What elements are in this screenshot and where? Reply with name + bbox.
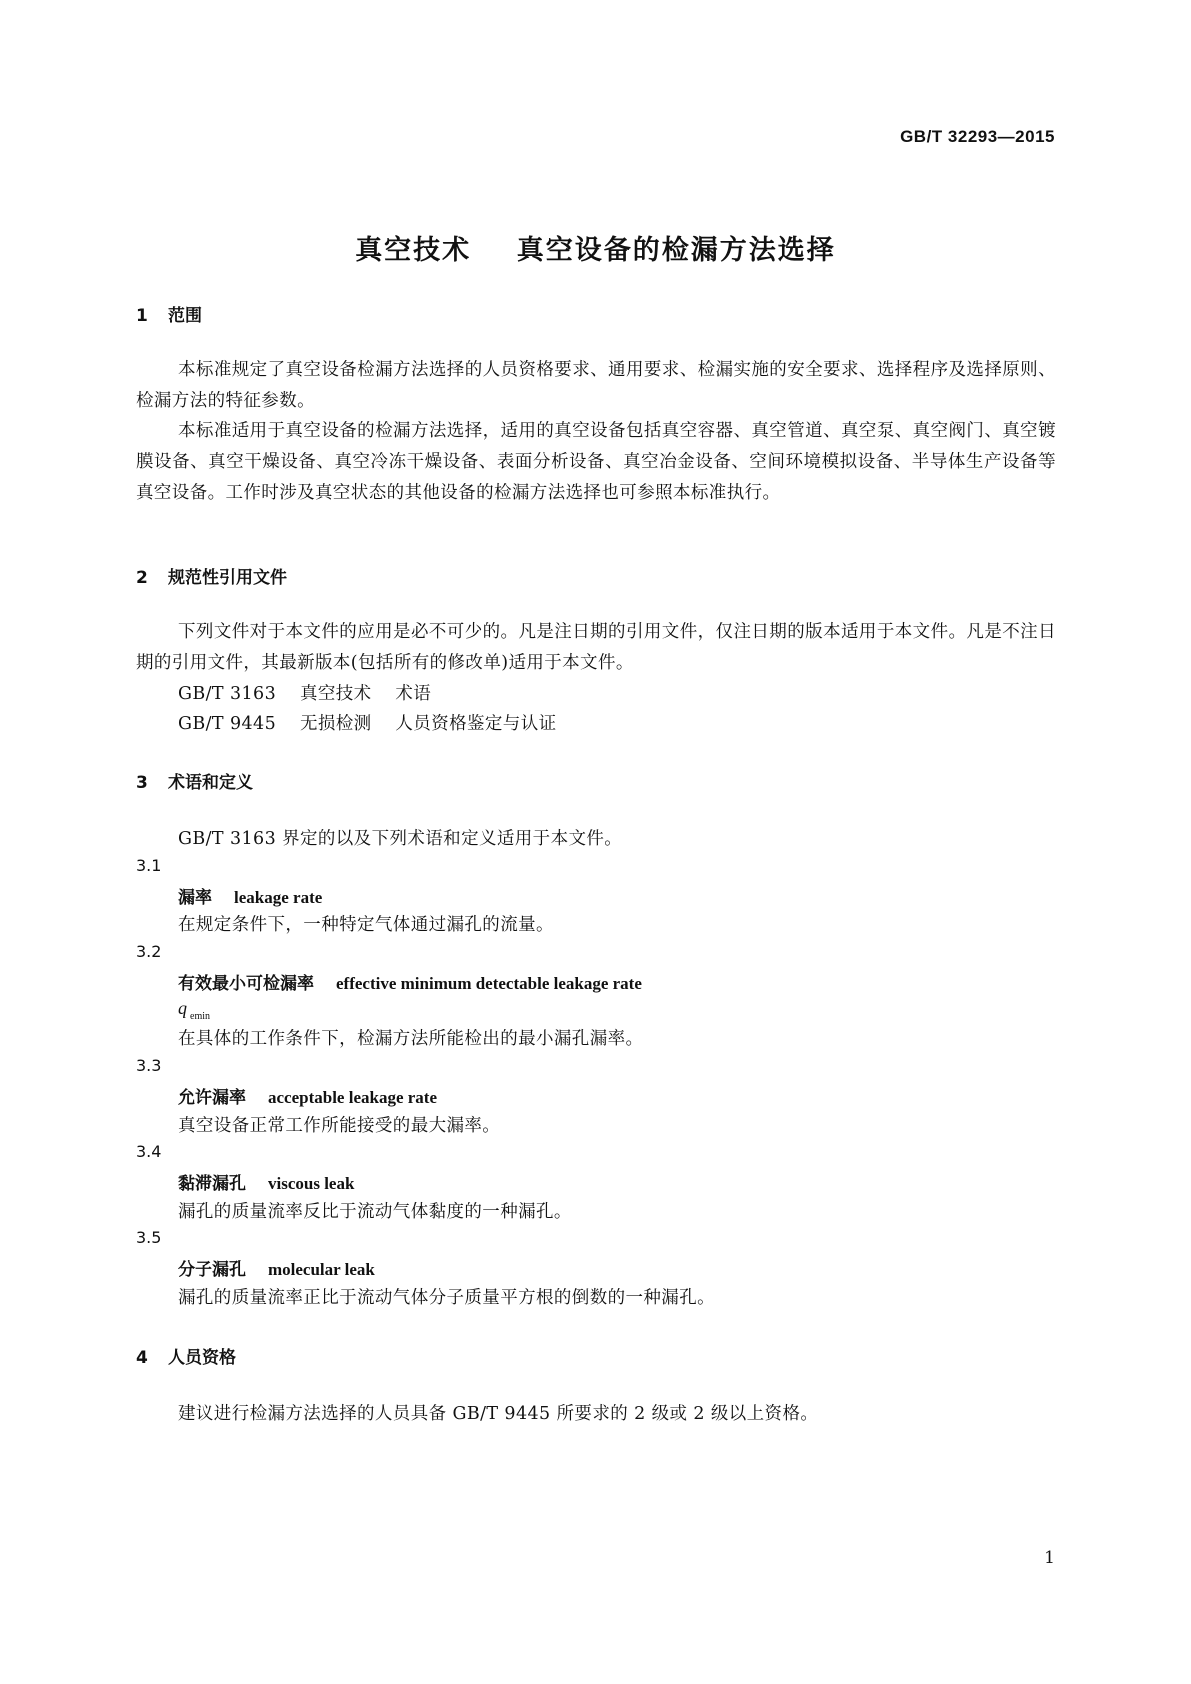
term-en: molecular leak xyxy=(268,1260,375,1279)
section-1-paragraph: 本标准适用于真空设备的检漏方法选择，适用的真空设备包括真空容器、真空管道、真空泵、真空阀门、真空镀膜设备、真空干燥设备、真空冷冻干燥设备、表面分析设备、真空冶金设备、空间环境模拟设备、半导体生产设备等真空设备。工作时涉及真空状态的其他设备的检漏方法选择也可参照本标准执行。 xyxy=(136,421,1056,503)
section-2-heading xyxy=(136,563,287,588)
term-definition: 漏孔的质量流率反比于流动气体黏度的一种漏孔。 xyxy=(178,1202,572,1222)
section-3-intro: GB/T 3163 界定的以及下列术语和定义适用于本文件。 xyxy=(178,829,623,849)
clause-number: 3.2 xyxy=(136,942,162,961)
section-title: 术语和定义 xyxy=(168,773,253,793)
clause-number: 3.1 xyxy=(136,856,162,875)
term-heading xyxy=(178,1255,375,1280)
term-heading xyxy=(178,1083,437,1108)
document-title: 真空技术 真空设备的检漏方法选择 xyxy=(355,235,836,266)
clause-number: 3.4 xyxy=(136,1142,162,1161)
section-title: 人员资格 xyxy=(168,1348,236,1368)
term-definition: 漏孔的质量流率正比于流动气体分子质量平方根的倒数的一种漏孔。 xyxy=(178,1288,715,1308)
term-heading xyxy=(178,1169,354,1194)
term-en: effective minimum detectable leakage rate xyxy=(336,974,642,993)
clause-number: 3.3 xyxy=(136,1056,162,1075)
clause-number: 3.5 xyxy=(136,1228,162,1247)
section-4-paragraph: 建议进行检漏方法选择的人员具备 GB/T 9445 所要求的 2 级或 2 级以上资格。 xyxy=(178,1404,819,1424)
section-number: 3 xyxy=(136,773,148,793)
term-zh: 有效最小可检漏率 xyxy=(178,974,314,994)
term-en: leakage rate xyxy=(234,888,323,907)
standard-code: GB/T 32293—2015 xyxy=(900,127,1055,146)
section-4-heading xyxy=(136,1343,236,1368)
section-2-paragraph: 下列文件对于本文件的应用是必不可少的。凡是注日期的引用文件，仅注日期的版本适用于本文件。凡是不注日期的引用文件，其最新版本(包括所有的修改单)适用于本文件。 xyxy=(136,622,1056,673)
term-en: acceptable leakage rate xyxy=(268,1088,437,1107)
symbol-base: q xyxy=(178,998,187,1018)
section-title: 规范性引用文件 xyxy=(168,568,287,588)
section-1-paragraph: 本标准规定了真空设备检漏方法选择的人员资格要求、通用要求、检漏实施的安全要求、选择程序及选择原则、检漏方法的特征参数。 xyxy=(136,360,1056,411)
reference-item: GB/T 9445 无损检测 人员资格鉴定与认证 xyxy=(178,714,557,734)
section-number: 2 xyxy=(136,568,148,588)
term-zh: 分子漏孔 xyxy=(178,1260,246,1280)
section-number: 1 xyxy=(136,306,148,326)
term-definition: 在具体的工作条件下，检漏方法所能检出的最小漏孔漏率。 xyxy=(178,1029,644,1049)
section-3-heading xyxy=(136,768,253,793)
reference-item: GB/T 3163 真空技术 术语 xyxy=(178,684,432,704)
term-heading xyxy=(178,883,322,908)
section-1-heading xyxy=(136,301,202,326)
term-en: viscous leak xyxy=(268,1174,355,1193)
page-number: 1 xyxy=(1044,1548,1055,1568)
symbol-subscript: emin xyxy=(190,1010,210,1022)
term-zh: 允许漏率 xyxy=(178,1088,246,1108)
term-definition: 真空设备正常工作所能接受的最大漏率。 xyxy=(178,1116,501,1136)
term-symbol xyxy=(178,998,210,1022)
term-definition: 在规定条件下，一种特定气体通过漏孔的流量。 xyxy=(178,915,554,935)
term-heading xyxy=(178,969,642,994)
section-number: 4 xyxy=(136,1348,148,1368)
term-zh: 漏率 xyxy=(178,888,212,908)
term-zh: 黏滞漏孔 xyxy=(178,1174,246,1194)
section-title: 范围 xyxy=(168,306,202,326)
